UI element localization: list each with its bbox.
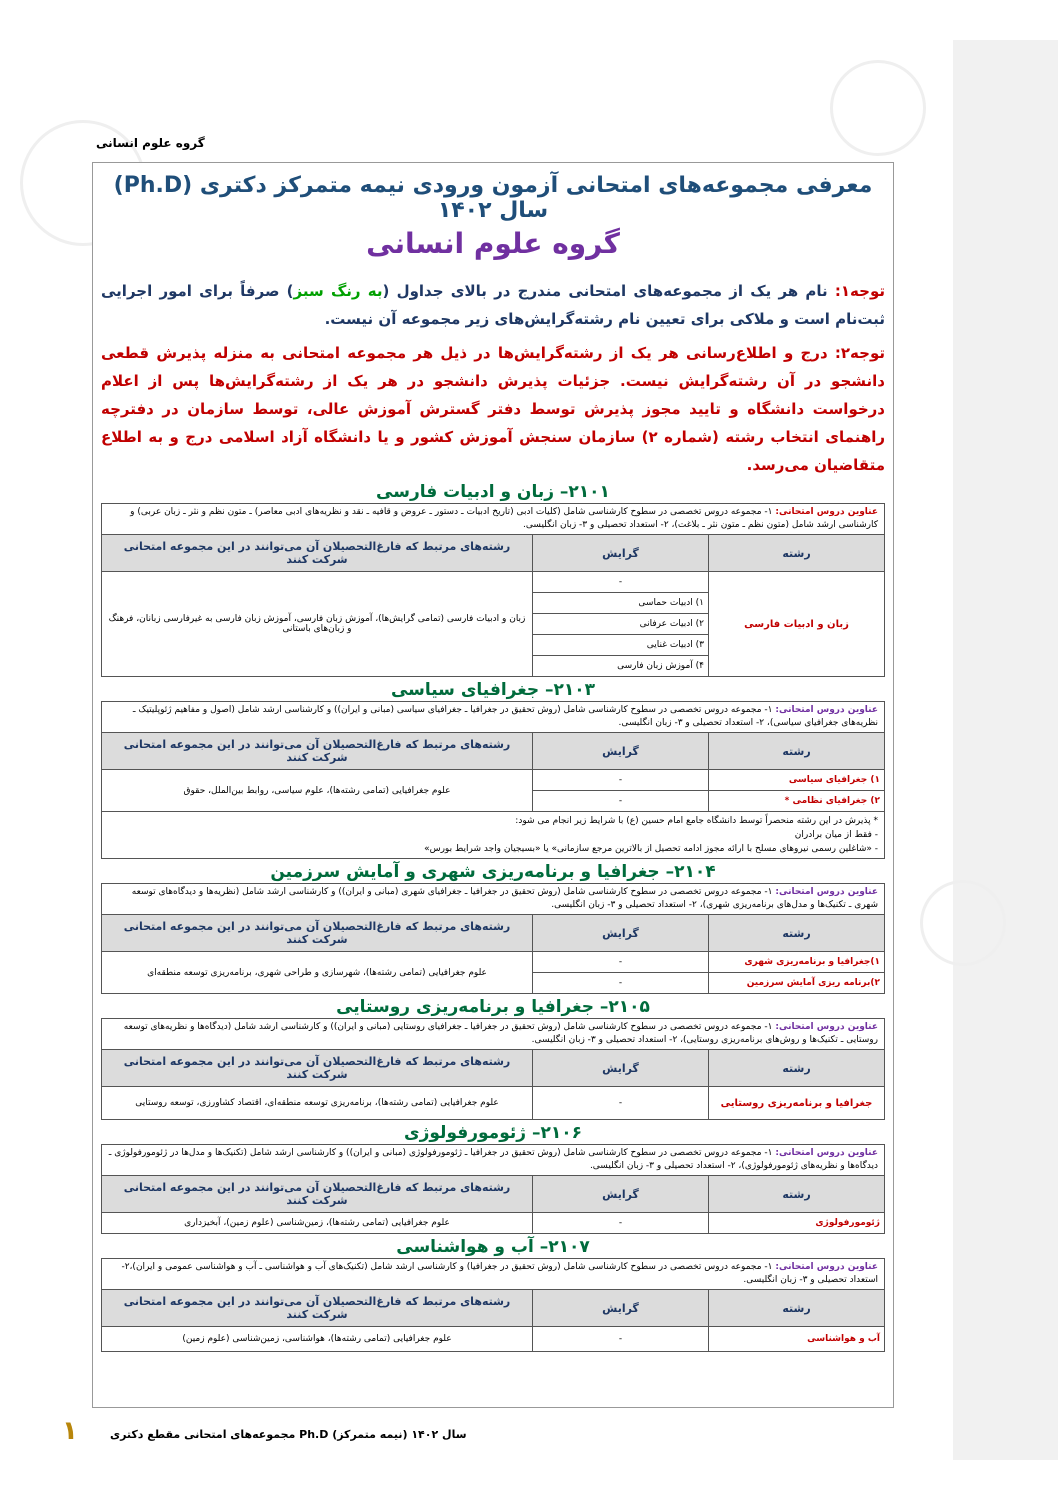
- orientation-cell: ۳) ادبیات غنایی: [533, 635, 709, 656]
- table-2104: [101, 883, 885, 994]
- field-cell: ژئومورفولوژی: [709, 1213, 885, 1234]
- footer-text: مجموعه‌های امتحانی مقطع دکتری Ph.D (نیمه متمرکز) سال ۱۴۰۲: [110, 1428, 467, 1441]
- background-band: [953, 40, 1058, 1460]
- orientation-cell: -: [533, 770, 709, 791]
- document-title: معرفی مجموعه‌های امتحانی آزمون ورودی نیمه متمرکز دکتری (Ph.D) سال ۱۴۰۲: [113, 173, 873, 223]
- exam-topics: [102, 702, 885, 733]
- field-cell: جغرافیا و برنامه‌ریزی روستایی: [709, 1087, 885, 1120]
- header-eligible: رشته‌های مرتبط که فارغ‌التحصیلان آن می‌توانند در این مجموعه امتحانی شرکت کنند: [102, 1050, 533, 1087]
- exam-topics-label: عناوین دروس امتحانی:: [775, 887, 878, 897]
- exam-topics: [102, 1259, 885, 1290]
- orientation-cell: -: [533, 1213, 709, 1234]
- background-decoration: [830, 60, 926, 156]
- header-group-tag: گروه علوم انسانی: [96, 136, 205, 150]
- header-orientation: گرایش: [533, 1050, 709, 1087]
- header-field: رشته: [709, 1050, 885, 1087]
- exam-topics: [102, 504, 885, 535]
- field-cell: ۲) جغرافیای نظامی *: [709, 791, 885, 812]
- exam-topics-text: ۱- مجموعه دروس تخصصی در سطوح کارشناسی شامل (روش تحقیق در جغرافیا ـ جغرافیای روستایی (مبانی و ایران)) و کارشناسی ارشد شامل (دیدگاه‌ها و نظریه‌های توسعه روستایی ـ تکنیک‌ها و روش‌های برنامه‌ریزی روستایی)، ۲- استعداد تحصیلی و ۳- زبان انگلیسی.: [123, 1022, 878, 1045]
- note-1: [101, 277, 885, 333]
- eligible-cell: علوم جغرافیایی (تمامی رشته‌ها)، شهرسازی و طراحی شهری، برنامه‌ریزی توسعه منطقه‌ای: [102, 952, 533, 994]
- section-title-2103: ۲۱۰۳– جغرافیای سیاسی: [390, 680, 596, 700]
- group-title: گروه علوم انسانی: [366, 227, 620, 260]
- section-note-line: - «شاغلین رسمی نیروهای مسلح با ارائه مجوز ادامه تحصیل از بالاترین مرجع سازمانی» یا «بسیجیان واجد شرایط بورس»: [424, 844, 878, 854]
- header-field: رشته: [709, 1176, 885, 1213]
- field-cell: ۲)برنامه ریزی آمایش سرزمین: [709, 973, 885, 994]
- exam-topics-label: عناوین دروس امتحانی:: [775, 507, 878, 517]
- orientation-cell: -: [533, 973, 709, 994]
- section-title-2107: ۲۱۰۷– آب و هواشناسی: [396, 1237, 590, 1257]
- header-eligible: رشته‌های مرتبط که فارغ‌التحصیلان آن می‌توانند در این مجموعه امتحانی شرکت کنند: [102, 1290, 533, 1327]
- header-field: رشته: [709, 535, 885, 572]
- exam-topics-label: عناوین دروس امتحانی:: [775, 1022, 878, 1032]
- orientation-cell: ۴) آموزش زبان فارسی: [533, 656, 709, 677]
- exam-topics: [102, 884, 885, 915]
- field-cell: آب و هواشناسی: [709, 1327, 885, 1352]
- header-eligible: رشته‌های مرتبط که فارغ‌التحصیلان آن می‌توانند در این مجموعه امتحانی شرکت کنند: [102, 733, 533, 770]
- orientation-cell: ۲) ادبیات عرفانی: [533, 614, 709, 635]
- orientation-cell: -: [533, 572, 709, 593]
- orientation-cell: -: [533, 1087, 709, 1120]
- header-orientation: گرایش: [533, 733, 709, 770]
- header-orientation: گرایش: [533, 915, 709, 952]
- exam-topics-text: ۱- مجموعه دروس تخصصی در سطوح کارشناسی شامل (روش تحقیق در جغرافیا ـ جغرافیای شهری (مبانی و ایران)) و کارشناسی ارشد شامل (نظریه‌ها و دیدگاه‌های توسعه شهری ـ تکنیک‌ها و مدل‌های برنامه‌ریزی شهری)، ۲- استعداد تحصیلی و ۳- زبان انگلیسی.: [131, 887, 878, 910]
- section-notes: [102, 812, 885, 859]
- note-2-text: درج و اطلاع‌رسانی هر یک از رشته‌گرایش‌ها در ذیل هر مجموعه امتحانی به منزله پذیرش قطعی دانشجو در آن رشته‌گرایش نیست. جزئیات پذیرش دانشجو در هر یک از رشته‌گرایش‌ها پس از اعلام درخواست دانشگاه و تایید مجوز پذیرش توسط دفتر گسترش آموزش عالی، توسط سازمان در دفترچه راهنمای انتخاب رشته (شماره ۲) سازمان سنجش آموزش کشور و یا دانشگاه آزاد اسلامی درج و به اطلاع متقاضیان می‌رسد.: [101, 344, 886, 474]
- exam-topics: [102, 1145, 885, 1176]
- header-field: رشته: [709, 915, 885, 952]
- table-2101: [101, 503, 885, 677]
- header-orientation: گرایش: [533, 1290, 709, 1327]
- exam-topics: [102, 1019, 885, 1050]
- content-inner: [101, 163, 885, 1352]
- content-frame: [92, 162, 894, 1408]
- orientation-cell: -: [533, 952, 709, 973]
- section-title-2104: ۲۱۰۴– جغرافیا و برنامه‌ریزی شهری و آمایش سرزمین: [270, 862, 716, 882]
- header-eligible: رشته‌های مرتبط که فارغ‌التحصیلان آن می‌توانند در این مجموعه امتحانی شرکت کنند: [102, 915, 533, 952]
- eligible-cell: علوم جغرافیایی (تمامی رشته‌ها)، زمین‌شناسی (علوم زمین)، آبخیزداری: [102, 1213, 533, 1234]
- table-2103: [101, 701, 885, 859]
- header-field: رشته: [709, 733, 885, 770]
- orientation-cell: -: [533, 1327, 709, 1352]
- table-2107: [101, 1258, 885, 1352]
- section-title-2106: ۲۱۰۶– ژئومورفولوژی: [404, 1123, 582, 1143]
- eligible-cell: زبان و ادبیات فارسی (تمامی گرایش‌ها)، آموزش زبان فارسی، آموزش زبان فارسی به غیرفارسی زبانان، فرهنگ و زبان‌های باستانی: [102, 572, 533, 677]
- section-note-line: - فقط از میان برادران: [794, 830, 878, 840]
- header-eligible: رشته‌های مرتبط که فارغ‌التحصیلان آن می‌توانند در این مجموعه امتحانی شرکت کنند: [102, 1176, 533, 1213]
- exam-topics-label: عناوین دروس امتحانی:: [775, 1262, 878, 1272]
- exam-topics-label: عناوین دروس امتحانی:: [775, 705, 878, 715]
- note-1-green-text: به رنگ سبز: [293, 282, 383, 300]
- page-number: ۱: [62, 1416, 78, 1446]
- note-1-text: نام هر یک از مجموعه‌های امتحانی مندرج در بالای جداول (: [382, 282, 835, 300]
- orientation-cell: ۱) ادبیات حماسی: [533, 593, 709, 614]
- eligible-cell: علوم جغرافیایی (تمامی رشته‌ها)، هواشناسی، زمین‌شناسی (علوم زمین): [102, 1327, 533, 1352]
- exam-topics-text: ۱- مجموعه دروس تخصصی در سطوح کارشناسی شامل (روش تحقیق در جغرافیا ـ جغرافیای سیاسی (مبانی و ایران)) و کارشناسی ارشد شامل (اصول و مفاهیم ژئوپلیتیک ـ نظریه‌های جغرافیای سیاسی)، ۲- استعداد تحصیلی و ۳- زبان انگلیسی.: [132, 705, 878, 728]
- section-note-line: * پذیرش در این رشته منحصراً توسط دانشگاه جامع امام حسین (ع) با شرایط زیر انجام می شود:: [515, 816, 878, 826]
- exam-topics-text: ۱- مجموعه دروس تخصصی در سطوح کارشناسی شامل (روش تحقیق در جغرافیا) و کارشناسی ارشد شامل (تکنیک‌های آب و هواشناسی ـ آب و هواشناسی عمومی و ایران)،۲- استعداد تحصیلی و ۳- زبان انگلیسی.: [121, 1262, 878, 1285]
- table-2106: [101, 1144, 885, 1234]
- note-1-label: توجه۱:: [834, 282, 885, 300]
- exam-topics-text: ۱- مجموعه دروس تخصصی در سطوح کارشناسی شامل (روش تحقیق در جغرافیا ـ ژئومورفولوژی (مبانی و ایران)) و کارشناسی ارشد شامل (تکنیک‌ها و مدل‌ها در ژئومورفولوژی ـ دیدگاه‌ها و نظریه‌های ژئومورفولوژی)، ۲- استعداد تحصیلی و ۳- زبان انگلیسی.: [108, 1148, 878, 1171]
- background-decoration: [920, 880, 1006, 966]
- field-cell: زبان و ادبیات فارسی: [709, 572, 885, 677]
- header-field: رشته: [709, 1290, 885, 1327]
- eligible-cell: علوم جغرافیایی (تمامی رشته‌ها)، علوم سیاسی، روابط بین‌الملل، حقوق: [102, 770, 533, 812]
- exam-topics-label: عناوین دروس امتحانی:: [775, 1148, 878, 1158]
- eligible-cell: علوم جغرافیایی (تمامی رشته‌ها)، برنامه‌ریزی توسعه منطقه‌ای، اقتصاد کشاورزی، توسعه روستایی: [102, 1087, 533, 1120]
- header-orientation: گرایش: [533, 535, 709, 572]
- field-cell: ۱)جغرافیا و برنامه‌ریزی شهری: [709, 952, 885, 973]
- note-1-text-end: ) صرفاً برای امور اجرایی ثبت‌نام است و ملاکی برای تعیین نام رشته‌گرایش‌های زیر مجموعه آن نیست.: [101, 282, 885, 328]
- exam-topics-text: ۱- مجموعه دروس تخصصی در سطوح کارشناسی شامل (کلیات ادبی (تاریخ ادبیات ـ دستور ـ عروض و قافیه ـ نقد و نظریه‌های ادبی معاصر) ـ متون نظم و نثر ـ زبان عربی) و کارشناسی ارشد شامل (متون نظم ـ متون نثر ـ بلاغت)، ۲- استعداد تحصیلی و ۳- زبان انگلیسی.: [130, 507, 878, 530]
- note-2: [101, 339, 885, 479]
- note-2-label: توجه۲:: [834, 344, 885, 362]
- orientation-cell: -: [533, 791, 709, 812]
- section-title-2101: ۲۱۰۱– زبان و ادبیات فارسی: [376, 482, 610, 502]
- header-orientation: گرایش: [533, 1176, 709, 1213]
- header-eligible: رشته‌های مرتبط که فارغ‌التحصیلان آن می‌توانند در این مجموعه امتحانی شرکت کنند: [102, 535, 533, 572]
- field-cell: ۱) جغرافیای سیاسی: [709, 770, 885, 791]
- section-title-2105: ۲۱۰۵– جغرافیا و برنامه‌ریزی روستایی: [336, 997, 650, 1017]
- table-2105: [101, 1018, 885, 1120]
